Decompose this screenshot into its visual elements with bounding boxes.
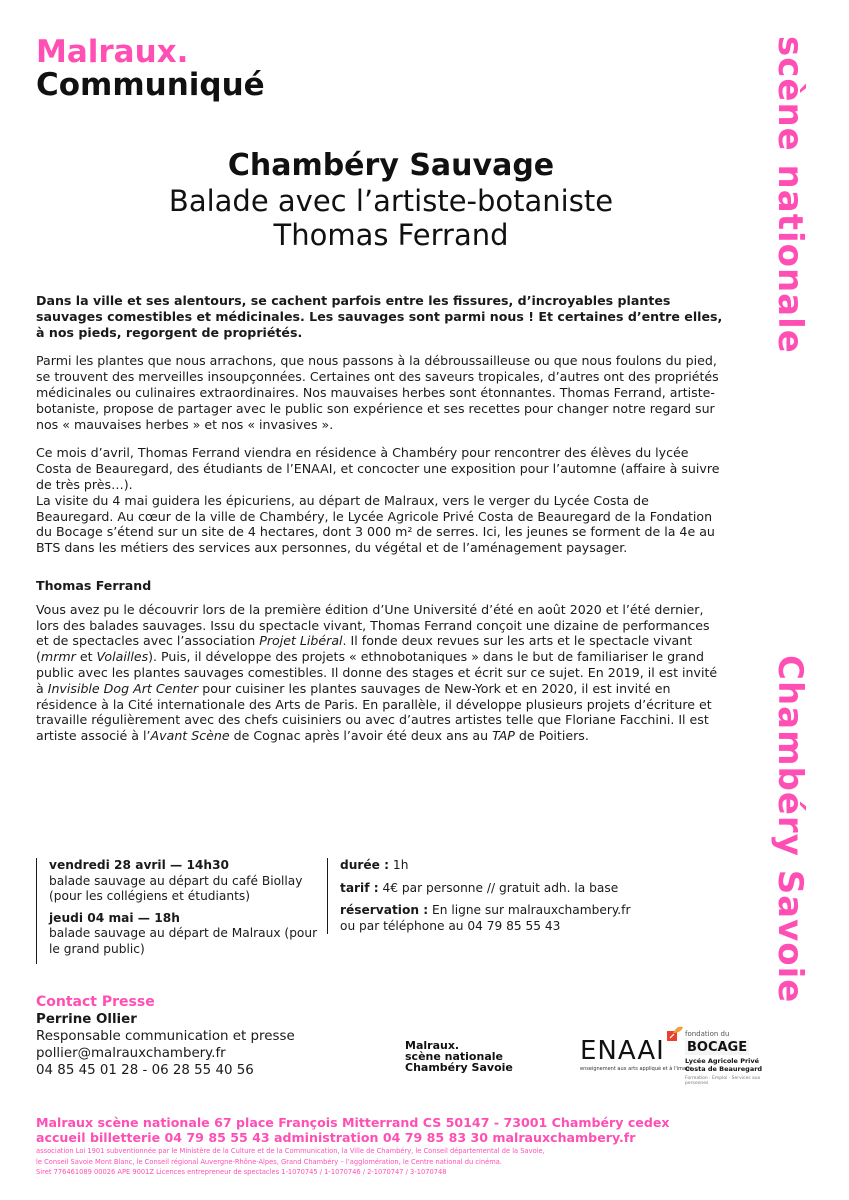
contact-email[interactable]: pollier@malrauxchambery.fr [36,1046,226,1061]
bio-italic: Projet Libéral [259,633,343,649]
bio-italic: Avant Scène [150,728,230,744]
contact-heading: Contact Presse [36,994,155,1010]
brand-name: Malraux. [36,34,189,70]
event-dates [36,858,329,964]
side-text-scene-nationale: scène nationale [770,36,810,354]
booking-label: réservation : [340,903,429,918]
booking-phone: ou par téléphone au 04 79 85 55 43 [340,918,561,933]
bocage-tagline: Formation · Emploi · Services aux personnes [685,1076,761,1086]
press-contact [36,994,295,1079]
page-subtitle-line2: Thomas Ferrand [273,218,509,252]
page-subtitle-line1: Balade avec l’artiste-botaniste [168,184,614,218]
contact-role: Responsable communication et presse [36,1029,295,1044]
malraux-logo-line: Chambéry Savoie [405,1061,513,1074]
footer-address: Malraux scène nationale 67 place François Mitterrand CS 50147 - 73001 Chambéry cedex [36,1115,670,1130]
bio-italic: TAP [492,728,515,744]
bocage-subtitle-line: Costa de Beauregard [685,1064,763,1073]
enaai-tagline: enseignement aux arts appliqué et à l'image [580,1066,693,1072]
price-label: tarif : [340,880,379,895]
malraux-logo [405,1040,513,1073]
partner-logos [405,1020,775,1090]
bocage-subtitle-line: Lycée Agricole Privé [685,1057,760,1065]
footer-phones: accueil billetterie 04 79 85 55 43 administration 04 79 85 83 30 malrauxchambery.fr [36,1130,636,1145]
page-title: Chambéry Sauvage [227,148,555,183]
bio-italic: Volailles [96,649,149,665]
brand-header [36,36,265,102]
bio-text: pour cuisiner les plantes sauvages de New-York et en 2020, il est invité en résidence à la Cité internationale des Arts de Paris. En parallèle, il développe plusieurs projets d’écriture et travaille régulièrement avec des chefs cuisiniers ou avec d’autres artistes telle que Floriane Facchini. Il est artiste associé à l’ [36,680,712,744]
bio-text: . Il fonde deux revues sur les arts et le spectacle vivant ( [36,633,693,665]
paragraph-1: Parmi les plantes que nous arrachons, que nous passons à la débroussailleuse ou que nous foulons du pied, se trouvent des merveilles insoupçonnées. Certaines ont des saveurs tropicales, d’autres ont des propriétés médicinales ou culinaires extraordinaires. Nos mauvaises herbes sont étonnantes. Thomas Ferrand, artiste-botaniste, propose de partager avec le public son expérience et ses recettes pour changer notre regard sur nos « mauvaises herbes » et nos « invasives ». [36,353,719,432]
footer [36,1115,826,1177]
bio-italic: mrmr [40,649,76,665]
price-info [340,881,740,897]
practical-info [327,858,740,934]
document-type: Communiqué [36,67,265,103]
bio-text: et [75,649,97,665]
paragraph-2a: Ce mois d’avril, Thomas Ferrand viendra en résidence à Chambéry pour rencontrer des élèves du lycée Costa de Beauregard, des étudiants de l’ENAAI, et concocter une exposition pour l’automne (affaire à suivre de très près…). [36,445,720,492]
event-date: vendredi 28 avril — 14h30 [49,858,230,872]
title-block [36,148,746,252]
price-value: 4€ par personne // gratuit adh. la base [378,880,619,895]
bocage-logo [667,1020,777,1090]
bio-heading: Thomas Ferrand [36,577,152,593]
event-description: balade sauvage au départ du café Biollay (pour les collégiens et étudiants) [49,873,303,904]
bio-text: ). Puis, il développe des projets « ethnobotaniques » dans le but de familiariser le grand public avec les plantes sauvages comestibles. Il donne des stages et écrit sur ce sujet. En 2019, il est invité à [36,649,718,696]
footer-legal-line: Siret 776461089 00026 APE 9001Z Licences entrepreneur de spectacles 1-1070745 / 1-1070746 / 2-1070747 / 3-1070748 [36,1168,447,1176]
enaai-wordmark: ENAAI [580,1036,665,1066]
bocage-top-text: fondation du [685,1030,730,1038]
body-text [36,293,726,757]
bocage-subtitle [685,1058,762,1073]
event-description: balade sauvage au départ de Malraux (pour le grand public) [49,926,318,956]
duration-label: durée : [340,858,390,872]
contact-phones: 04 85 45 01 28 - 06 28 55 40 56 [36,1063,254,1078]
bio-italic: Invisible Dog Art Center [47,680,199,696]
contact-name: Perrine Ollier [36,1012,137,1027]
lead-paragraph: Dans la ville et ses alentours, se cachent parfois entre les fissures, d’incroyables plantes sauvages comestibles et médicinales. Les sauvages sont parmi nous ! Et certaines d’entre elles, à nos pieds, regorgent de propriétés. [36,293,723,340]
bio-text: de Poitiers. [514,728,589,744]
footer-legal-line: le Conseil Savoie Mont Blanc, le Conseil régional Auvergne-Rhône-Alpes, Grand Chambéry – l’agglomération, le Centre national du cinéma. [36,1157,502,1166]
bio-text: Vous avez pu le découvrir lors de la première édition d’Une Université d’été en août 2020 et l’été dernier, lors des balades sauvages. Issu du spectacle vivant, Thomas Ferrand conçoit une dizaine de performances et de spectacles avec l’association [36,601,710,649]
bio-text: de Cognac après l’avoir été deux ans au [229,728,493,744]
bocage-leaf-icon [667,1025,683,1041]
duration-info [340,858,740,874]
duration-value: 1h [389,858,409,872]
bocage-wordmark: BOCAGE [687,1040,748,1055]
paragraph-2b: La visite du 4 mai guidera les épicuriens, au départ de Malraux, vers le verger du Lycée Costa de Beauregard. Au cœur de la ville de Chambéry, le Lycée Agricole Privé Costa de Beauregard de la Fondation du Bocage s’étend sur un site de 4 hectares, dont 3 000 m² de serres. Ici, les jeunes se forment de la 4e au BTS dans les métiers des services aux personnes, du végétal et de l’aménagement paysager. [36,492,715,556]
side-text-chambery-savoie: Chambéry Savoie [770,655,810,1004]
footer-legal-line: association Loi 1901 subventionnée par le Ministère de la Culture et de la Communication, la Ville de Chambéry, le Conseil départemental de la Savoie, [36,1147,545,1155]
bio-paragraph [36,602,726,744]
booking-value: En ligne sur malrauxchambery.fr [428,903,631,918]
booking-info [340,903,740,919]
malraux-logo-line: Malraux. [405,1039,460,1052]
malraux-logo-line: scène nationale [405,1050,503,1063]
event-date: jeudi 04 mai — 18h [49,910,180,925]
